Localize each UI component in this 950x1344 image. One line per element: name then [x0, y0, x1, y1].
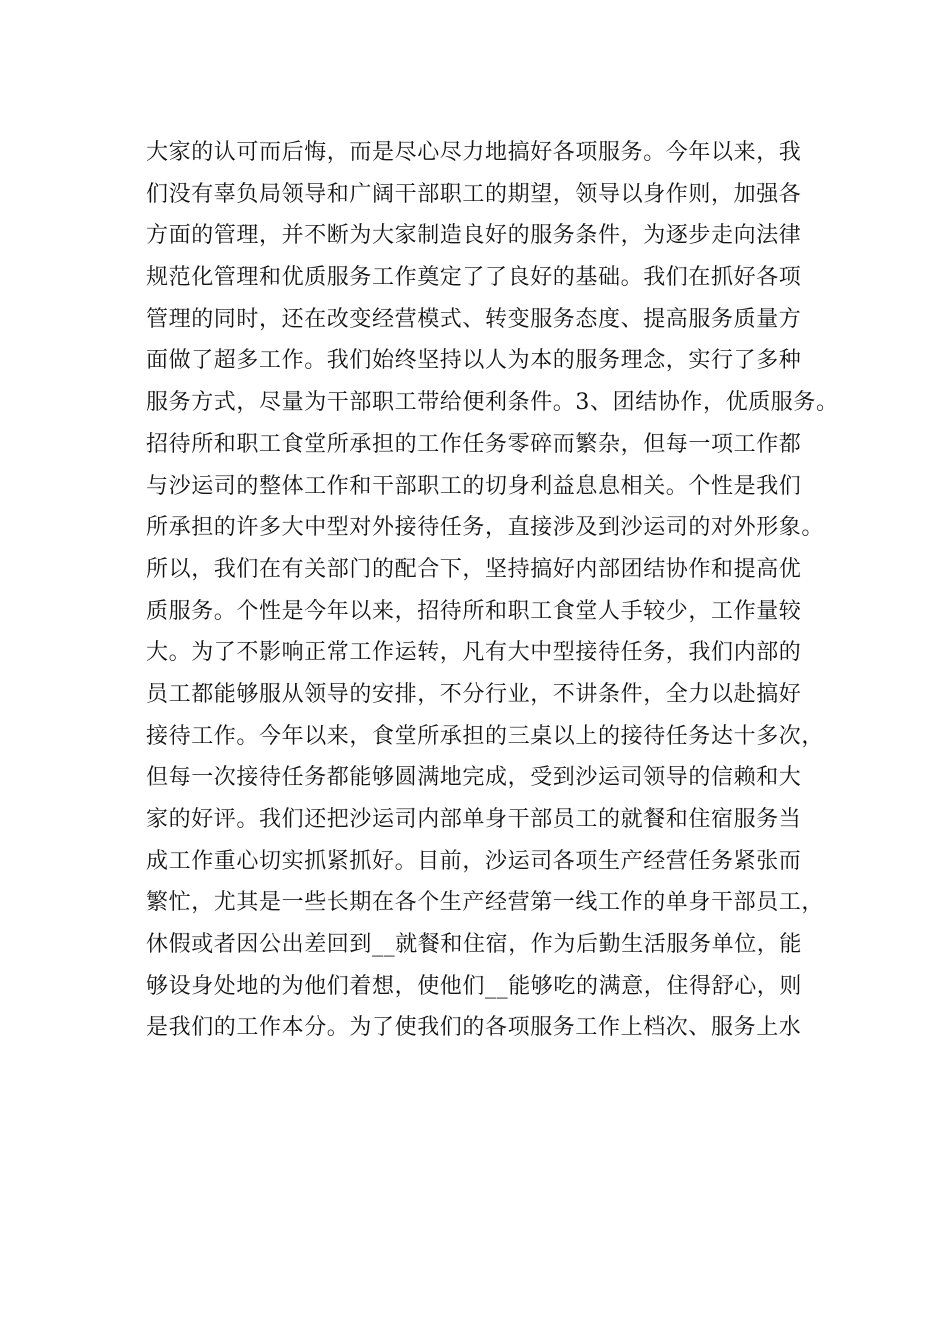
body-text [146, 132, 839, 1049]
text-line: 们没有辜负局领导和广阔干部职工的期望，领导以身作则，加强各 [146, 181, 802, 207]
text-line: 管理的同时，还在改变经营模式、转变服务态度、提高服务质量方 [146, 306, 802, 332]
text-line: 招待所和职工食堂所承担的工作任务零碎而繁杂，但每一项工作都 [146, 431, 802, 457]
text-line: 休假或者因公出差回到__就餐和住宿，作为后勤生活服务单位，能 [146, 932, 803, 958]
text-line: 够设身处地的为他们着想，使他们__能够吃的满意，住得舒心，则 [146, 973, 803, 999]
text-line: 方面的管理，并不断为大家制造良好的服务条件，为逐步走向法律 [146, 223, 802, 249]
text-line: 所承担的许多大中型对外接待任务，直接涉及到沙运司的对外形象。 [146, 515, 825, 541]
text-line: 但每一次接待任务都能够圆满地完成，受到沙运司领导的信赖和大 [146, 765, 802, 791]
text-line: 规范化管理和优质服务工作奠定了了良好的基础。我们在抓好各项 [146, 265, 802, 291]
text-line: 成工作重心切实抓紧抓好。目前，沙运司各项生产经营任务紧张而 [146, 848, 802, 874]
text-line: 繁忙，尤其是一些长期在各个生产经营第一线工作的单身干部员工， [146, 890, 825, 916]
text-line: 质服务。个性是今年以来，招待所和职工食堂人手较少，工作量较 [146, 598, 802, 624]
text-line: 接待工作。今年以来，食堂所承担的三桌以上的接待任务达十多次， [146, 723, 825, 749]
text-line: 服务方式，尽量为干部职工带给便利条件。3、团结协作，优质服务。 [146, 390, 839, 416]
text-line: 与沙运司的整体工作和干部职工的切身利益息息相关。个性是我们 [146, 473, 802, 499]
text-line: 是我们的工作本分。为了使我们的各项服务工作上档次、服务上水 [146, 1015, 802, 1041]
text-line: 家的好评。我们还把沙运司内部单身干部员工的就餐和住宿服务当 [146, 807, 802, 832]
text-line: 员工都能够服从领导的安排，不分行业，不讲条件，全力以赴搞好 [146, 681, 802, 707]
text-line: 大。为了不影响正常工作运转，凡有大中型接待任务，我们内部的 [146, 640, 802, 666]
text-line: 面做了超多工作。我们始终坚持以人为本的服务理念，实行了多种 [146, 348, 802, 374]
text-line: 所以，我们在有关部门的配合下，坚持搞好内部团结协作和提高优 [146, 556, 802, 582]
text-line: 大家的认可而后悔，而是尽心尽力地搞好各项服务。今年以来，我 [146, 140, 802, 165]
